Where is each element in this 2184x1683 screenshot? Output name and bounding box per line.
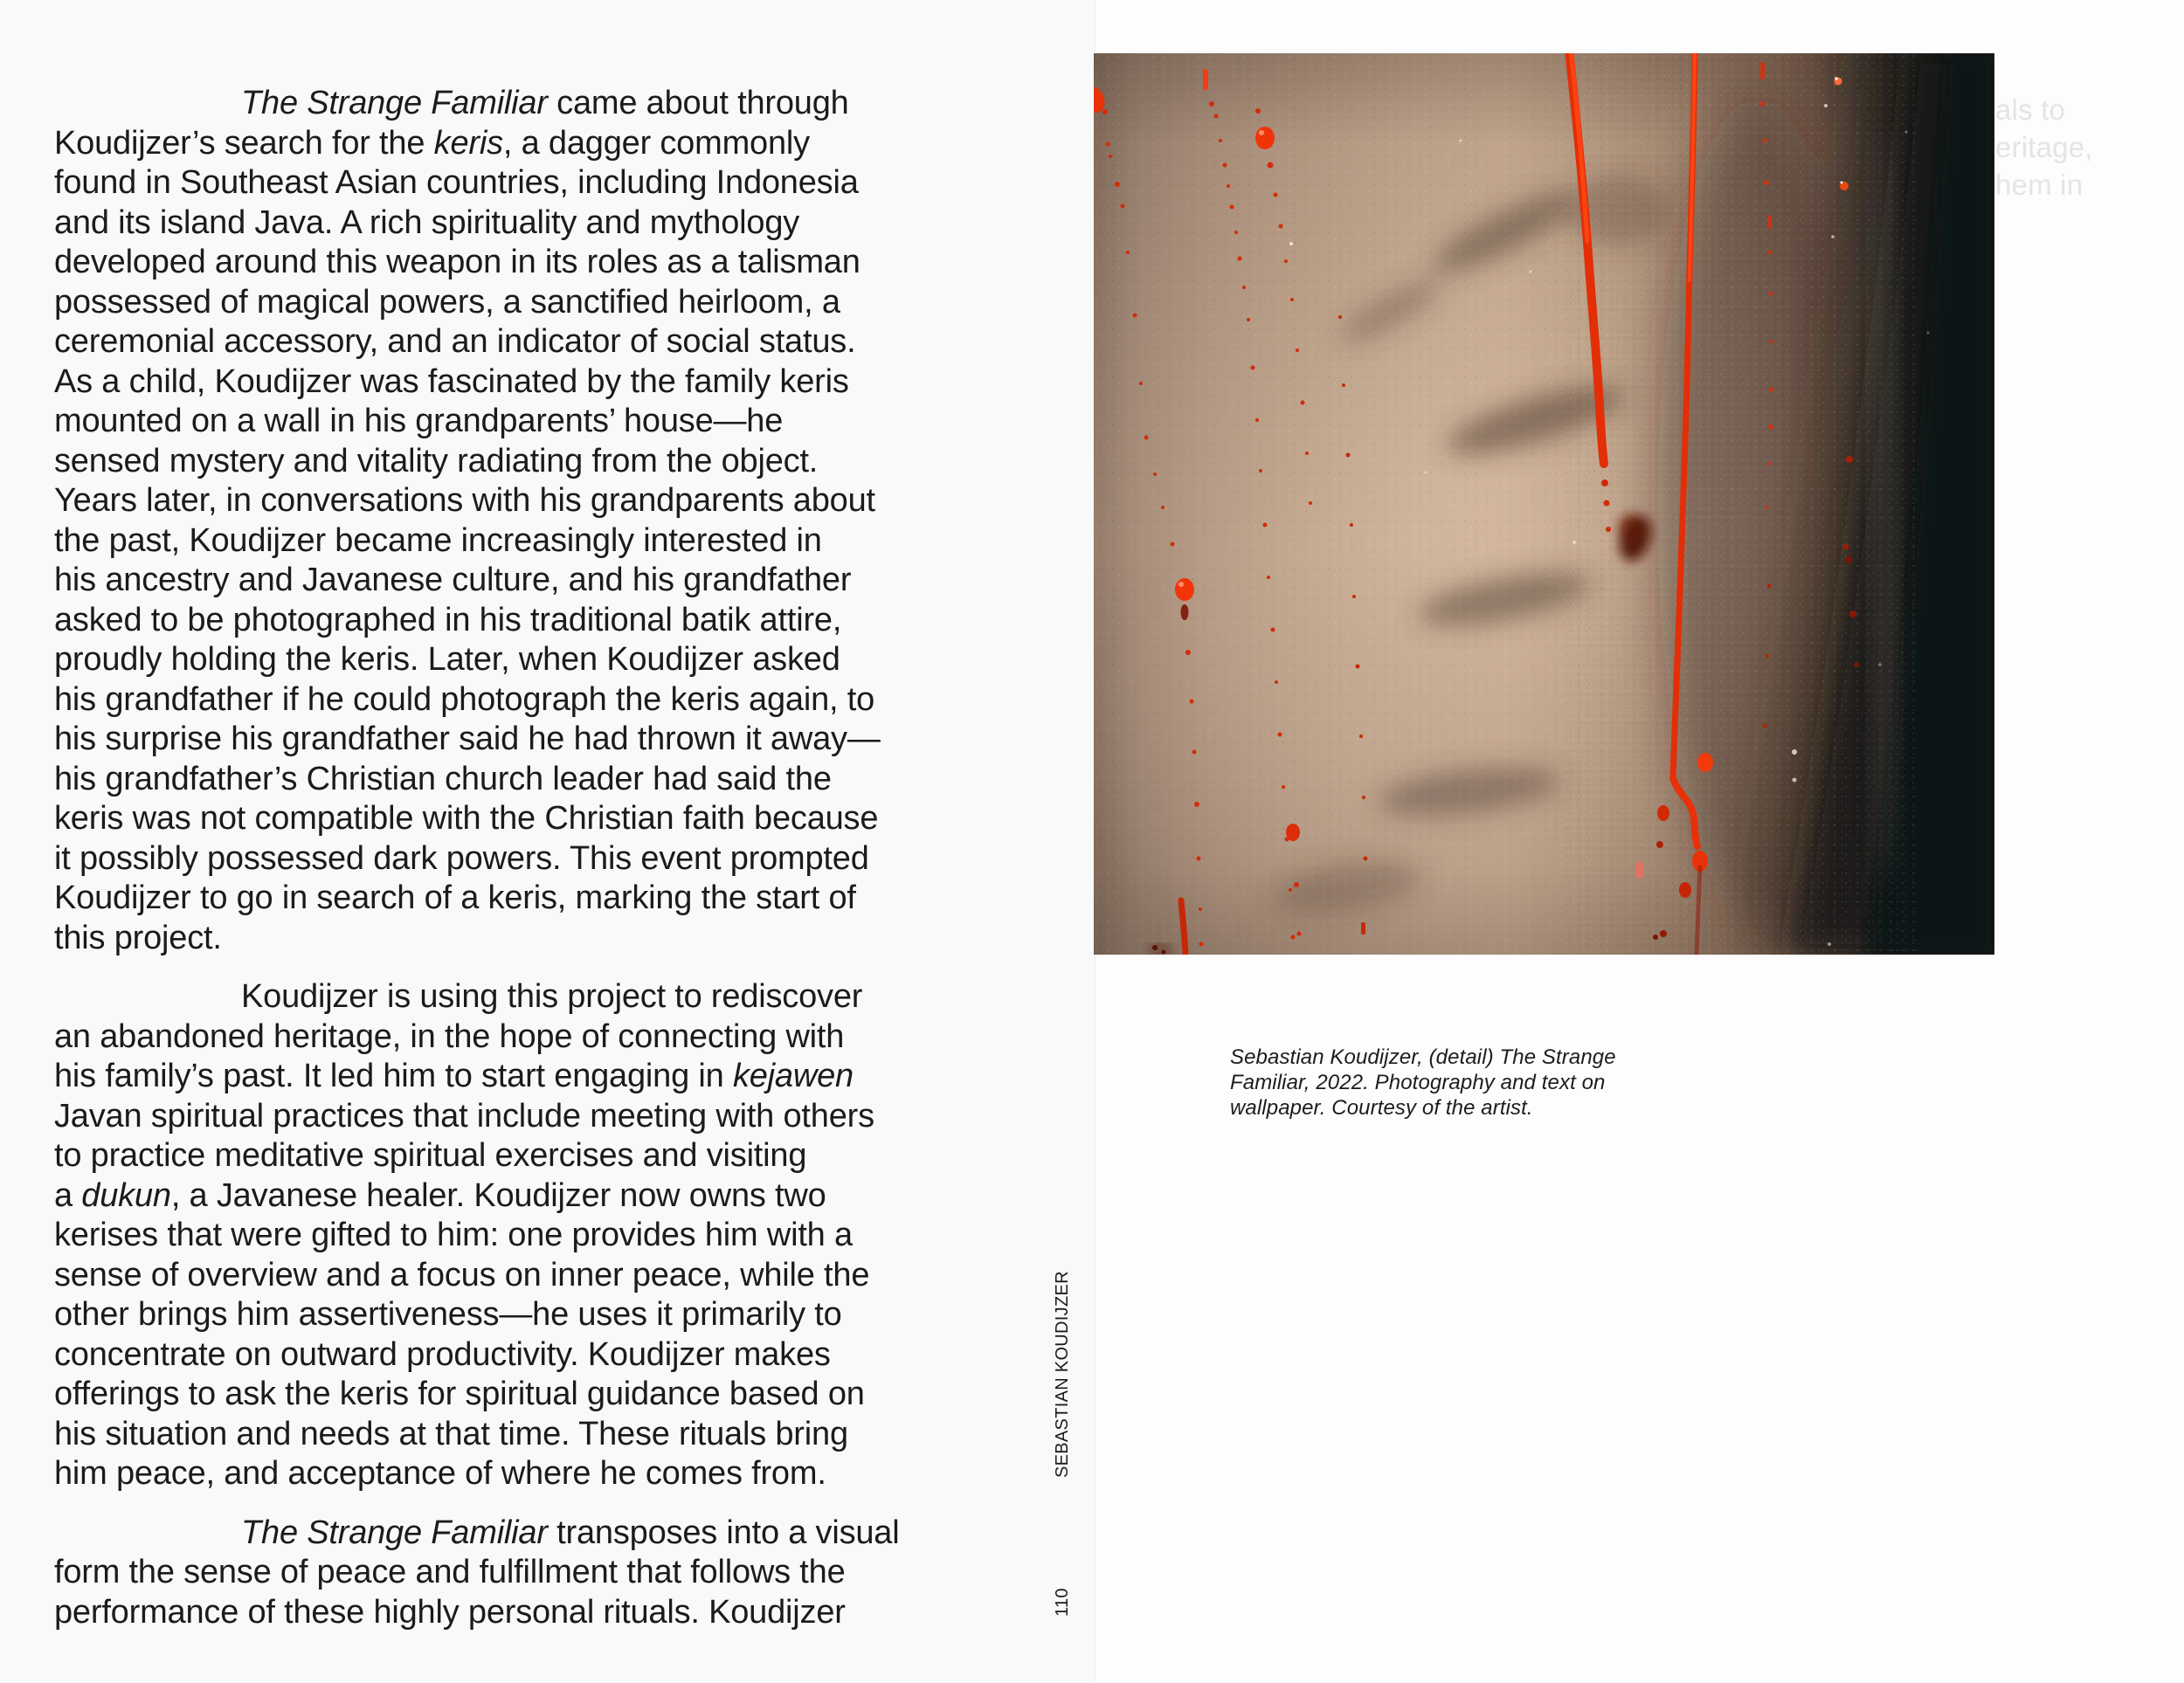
text-line: Familiar, 2022. Photography and text on <box>1230 1071 1606 1094</box>
text-line: his surprise his grandfather said he had thrown it away— <box>54 721 881 757</box>
text-line: the past, Koudijzer became increasingly interested in <box>54 521 822 559</box>
text-line: proudly holding the keris. Later, when Koudijzer asked <box>54 641 840 678</box>
text-line: Javan spiritual practices that include meeting with others <box>54 1097 874 1135</box>
text-line: it possibly possessed dark powers. This event prompted <box>54 839 869 877</box>
text-line: offerings to ask the keris for spiritual guidance based on <box>54 1376 865 1412</box>
text-line: The Strange Familiar came about through <box>241 85 849 121</box>
text-line: As a child, Koudijzer was fascinated by the family keris <box>54 362 849 400</box>
text-line: a dukun, a Javanese healer. Koudijzer now owns two <box>54 1176 826 1214</box>
text-line: and its island Java. A rich spirituality and mythology <box>54 203 800 241</box>
text-line: his ancestry and Javanese culture, and his grandfather <box>54 562 852 598</box>
text-line: Years later, in conversations with his grandparents about <box>54 482 875 519</box>
text-line: other brings him assertiveness—he uses it primarily to <box>54 1296 842 1333</box>
text-line: to practice meditative spiritual exercises and visiting <box>54 1137 807 1174</box>
text-line: kerises that were gifted to him: one provides him with a <box>54 1217 853 1253</box>
text-line: developed around this weapon in its roles as a talisman <box>54 244 860 280</box>
text-line: possessed of magical powers, a sanctified heirloom, a <box>54 283 840 321</box>
page-number: 110 <box>1053 1588 1072 1617</box>
text-line: his grandfather’s Christian church leader had said the <box>54 760 832 797</box>
text-line: eritage, <box>1995 131 2093 163</box>
text-line: sense of overview and a focus on inner peace, while the <box>54 1256 870 1293</box>
text-line: him peace, and acceptance of where he comes from. <box>54 1455 826 1492</box>
text-line: als to <box>1995 93 2066 126</box>
text-line: Sebastian Koudijzer, (detail) The Strange <box>1230 1045 1616 1069</box>
text-line: this project. <box>54 919 222 956</box>
artist-name-vertical: SEBASTIAN KOUDIJZER <box>1053 1271 1072 1478</box>
text-line: concentrate on outward productivity. Koudijzer makes <box>54 1335 831 1373</box>
text-line: an abandoned heritage, in the hope of connecting with <box>54 1017 845 1055</box>
text-line: hem in <box>1995 169 2084 201</box>
text-line: his grandfather if he could photograph the keris again, to <box>54 680 875 718</box>
artwork-photo <box>1094 53 1994 955</box>
text-line: mounted on a wall in his grandparents’ house—he <box>54 403 784 439</box>
paragraph <box>54 84 989 958</box>
paragraph <box>54 977 989 1494</box>
text-line: performance of these highly personal rituals. Koudijzer <box>54 1593 846 1631</box>
essay-text <box>54 84 989 1632</box>
paragraph <box>54 1514 989 1633</box>
text-line: his situation and needs at that time. These rituals bring <box>54 1415 848 1452</box>
skin-with-red-drips-image <box>1094 53 1994 955</box>
text-line: The Strange Familiar transposes into a visual <box>241 1514 900 1551</box>
text-line: his family’s past. It led him to start engaging in kejawen <box>54 1058 854 1094</box>
text-line: ceremonial accessory, and an indicator of social status. <box>54 323 856 360</box>
text-line: found in Southeast Asian countries, including Indonesia <box>54 164 859 201</box>
text-line: Koudijzer to go in search of a keris, marking the start of <box>54 879 856 916</box>
text-line: sensed mystery and vitality radiating from the object. <box>54 442 819 479</box>
artwork-caption <box>1230 1045 1616 1121</box>
text-line: Koudijzer’s search for the keris, a dagger commonly <box>54 124 810 162</box>
text-line: wallpaper. Courtesy of the artist. <box>1230 1096 1533 1120</box>
text-line: keris was not compatible with the Christian faith because <box>54 800 879 837</box>
text-line: Koudijzer is using this project to rediscover <box>241 978 863 1015</box>
text-line: asked to be photographed in his traditional batik attire, <box>54 601 842 638</box>
text-line: form the sense of peace and fulfillment that follows the <box>54 1554 846 1590</box>
ghost-showthrough-text <box>1995 91 2093 203</box>
